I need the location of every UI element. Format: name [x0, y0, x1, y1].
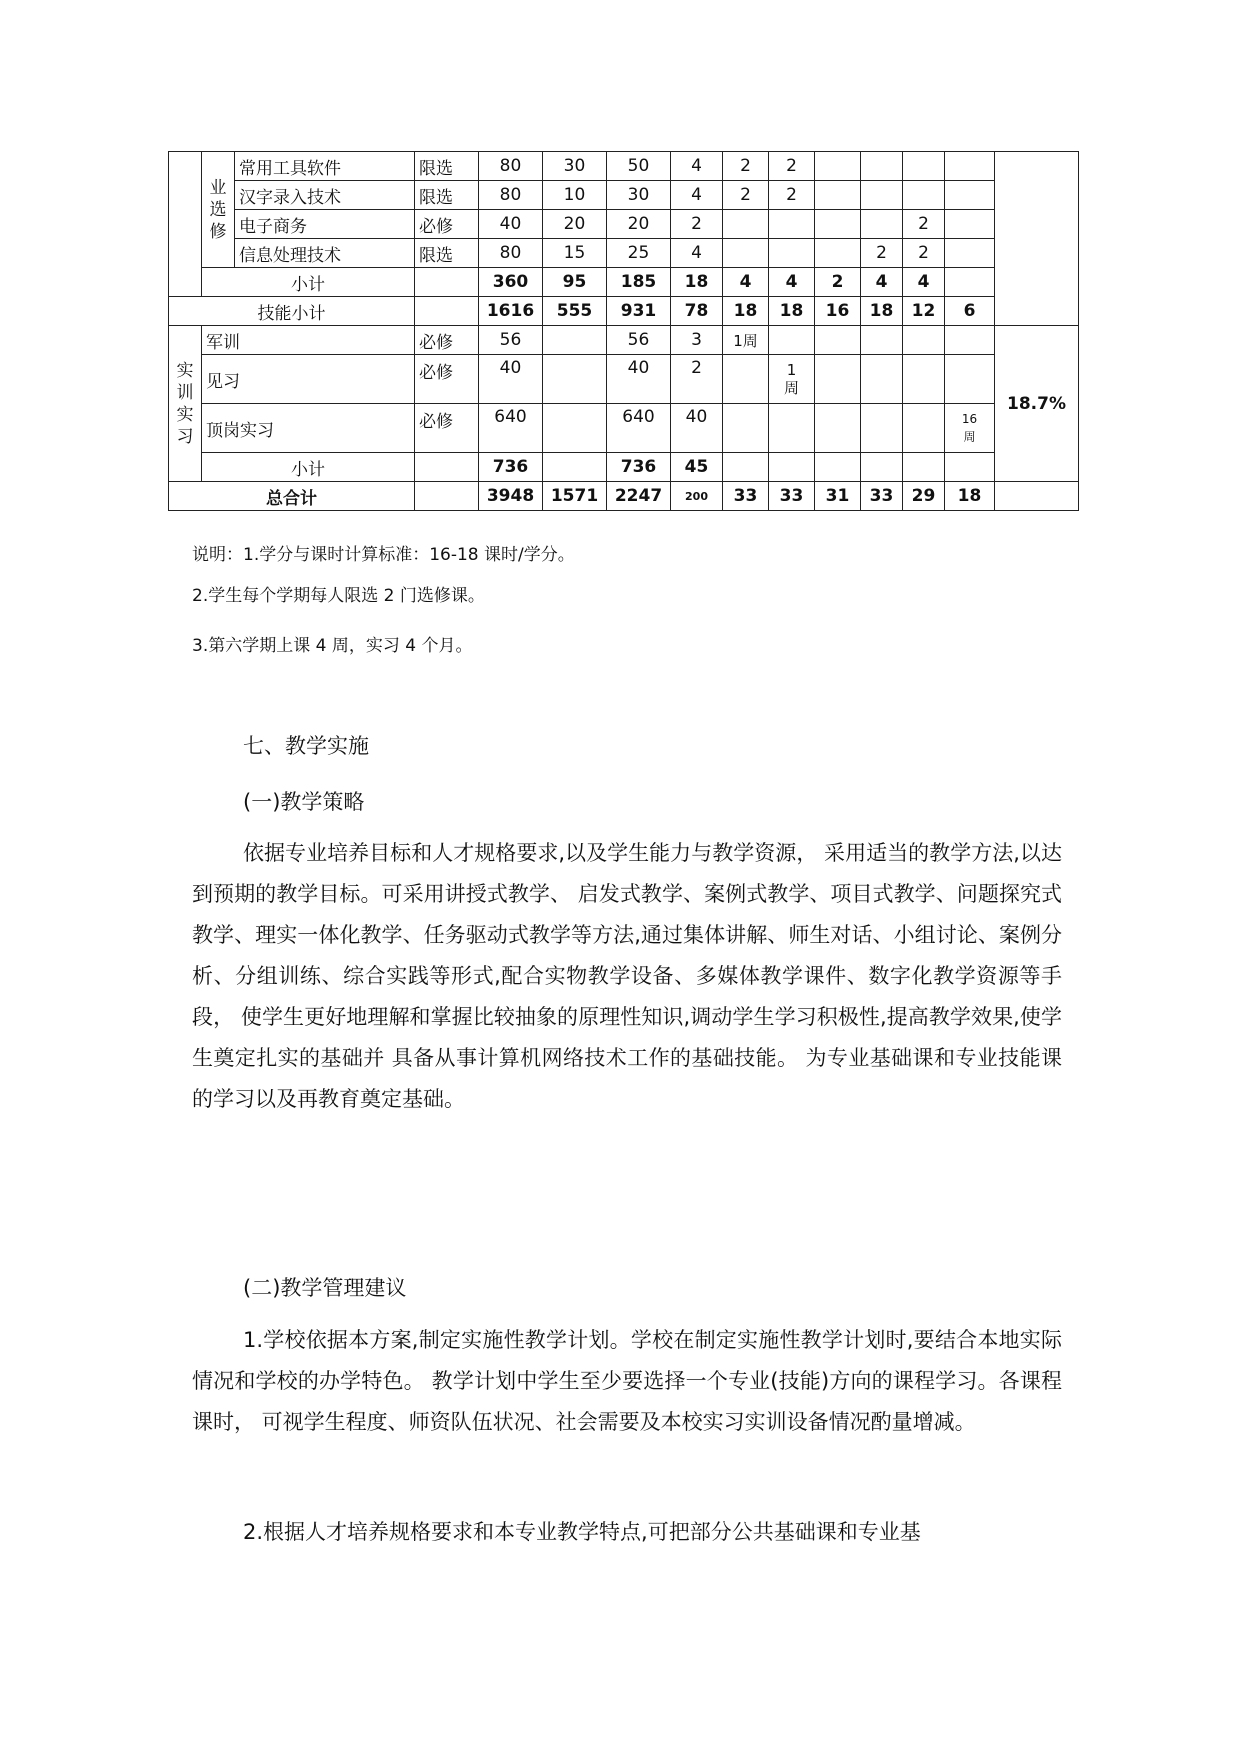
- note-3: 3.第六学期上课 4 周，实习 4 个月。: [192, 636, 473, 656]
- grand-total-row: 总合计 3948 1571 2247 200 33 33 31 33 29 18: [169, 482, 1079, 511]
- teaching-plan-table: [168, 151, 1079, 511]
- paragraph-3: 2.根据人才培养规格要求和本专业教学特点,可把部分公共基础课和专业基: [243, 1520, 921, 1544]
- paragraph-2: 1.学校依据本方案,制定实施性教学计划。学校在制定实施性教学计划时,要结合本地实际情况和学校的办学特色。 教学计划中学生至少要选择一个专业(技能)方向的课程学习。各课程课时， 可视学生程度、师资队伍状况、社会需要及本校实习实训设备情况酌量增减。: [192, 1328, 1062, 1434]
- percent-cell-top: [995, 152, 1079, 326]
- skills-subtotal-row: 技能小计 1616 555 931 78 18 18 16 18 12 6: [169, 297, 1079, 326]
- note-1: 说明：1.学分与课时计算标准：16-18 课时/学分。: [192, 545, 575, 565]
- table-row: 电子商务 必修 40 20 20 2 2: [169, 210, 1079, 239]
- course-name: 常用工具软件: [235, 152, 415, 181]
- category-cell: [169, 152, 202, 297]
- table-row: 见习 必修 40 40 2 1 周: [169, 355, 1079, 404]
- group-practice: 实训实习: [169, 326, 202, 482]
- course-name: 汉字录入技术: [235, 181, 415, 210]
- course-name: 电子商务: [235, 210, 415, 239]
- subtotal-row: 小计 360 95 185 18 4 4 2 4 4: [169, 268, 1079, 297]
- subtotal-row: 小计 736 736 45: [169, 453, 1079, 482]
- subsection-title-2: (二)教学管理建议: [243, 1276, 407, 1300]
- table-row: 实训实习 军训 必修 56 56 3 1周 18.7%: [169, 326, 1079, 355]
- percent-value: 18.7%: [995, 326, 1079, 482]
- table-row: 信息处理技术 限选 80 15 25 4 2 2: [169, 239, 1079, 268]
- course-name: 信息处理技术: [235, 239, 415, 268]
- table-row: 汉字录入技术 限选 80 10 30 4 2 2: [169, 181, 1079, 210]
- subsection-title-1: (一)教学策略: [243, 790, 365, 814]
- group-major-elective: 业选修: [202, 152, 235, 268]
- table-row: 业选修 常用工具软件 限选 80 30 50 4 2 2: [169, 152, 1079, 181]
- section-title: 七、教学实施: [243, 734, 369, 758]
- note-2: 2.学生每个学期每人限选 2 门选修课。: [192, 586, 485, 606]
- table-row: 顶岗实习 必修 640 640 40 16 周: [169, 404, 1079, 453]
- paragraph-1: 依据专业培养目标和人才规格要求,以及学生能力与教学资源， 采用适当的教学方法,以达到预期的教学目标。可采用讲授式教学、 启发式教学、案例式教学、项目式教学、问题探究式教学、理实一体化教学、任务驱动式教学等方法,通过集体讲解、师生对话、小组讨论、案例分析、分组训练、综合实践等形式,配合实物教学设备、多媒体教学课件、数字化教学资源等手段， 使学生更好地理解和掌握比较抽象的原理性知识,调动学生学习积极性,提高教学效果,使学生奠定扎实的基础并 具备从事计算机网络技术工作的基础技能。 为专业基础课和专业技能课的学习以及再教育奠定基础。: [192, 841, 1062, 1111]
